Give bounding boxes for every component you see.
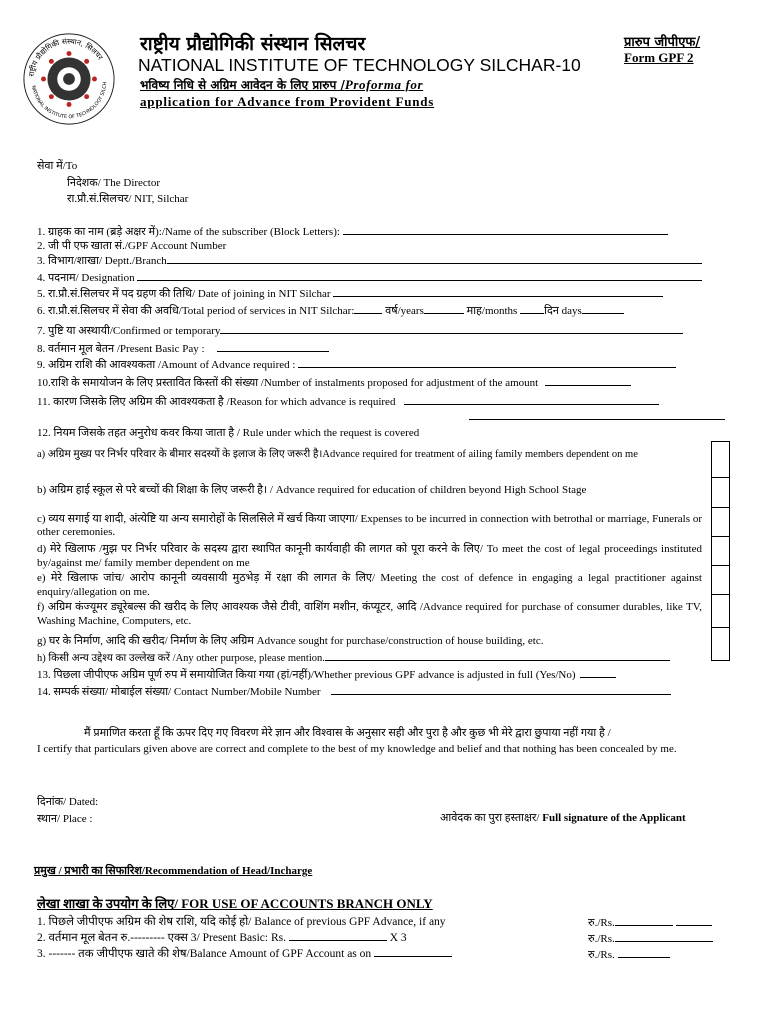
certification-english: I certify that particulars given above are correct and complete to the best of my knowledge and belief and that nothing has been concealed by me. [37,743,677,755]
checkbox-e[interactable] [712,566,729,595]
reason-checkbox-column[interactable] [711,441,730,661]
recommendation-heading: प्रमुख / प्रभारी का सिफारिश/Recommendation of Head/Incharge [34,865,313,877]
subtitle-line-1: भविष्य निधि से अग्रिम आवेदन के लिए प्रारुप /Proforma for [140,77,424,92]
title-hindi: राष्ट्रीय प्रौद्योगिकी संस्थान सिलचर [140,33,366,55]
field-designation: 4. पदनाम/ Designation [37,270,702,285]
checkbox-d[interactable] [712,537,729,566]
reason-a: a) अग्रिम मुख्य पर निर्भर परिवार के बीमार सदस्यों के इलाज के लिए जरूरी है।Advance required for treatment of ailing family members dependent on me [37,449,638,460]
reason-h: h) किसी अन्य उद्देश्य का उल्लेख करें /Any other purpose, please mention. [37,651,670,665]
institute-logo [20,30,118,128]
reason-e: e) मेरे खिलाफ जांच/ आरोप कानूनी व्यवसायी मुठभेड़ में रक्षा की लागत के लिए/ Meeting the cost of defence in engaging a legal practitioner against enquiry/allegation on me. [37,572,702,598]
svg-text:राष्ट्रीय प्रौद्योगिकी संस्थान: राष्ट्रीय प्रौद्योगिकी संस्थान, सिलचर [26,36,105,78]
field-department: 3. विभाग/शाखा/ Deptt./Branch [37,253,702,268]
field-basic-pay: 8. वर्तमान मूल बेतन /Present Basic Pay : [37,341,329,356]
address-institute: रा.प्रौ.सं.सिलचर/ NIT, Silchar [67,193,189,205]
svg-text:NATIONAL INSTITUTE OF TECHNOLO: NATIONAL INSTITUTE OF TECHNOLOGY SILCH [30,81,109,121]
date-label: दिनांक/ Dated: [37,796,99,808]
place-label: स्थान/ Place : [37,813,93,825]
accounts-rs-1: रु./Rs. [588,915,712,930]
accounts-rs-2: रु./Rs. [588,931,713,946]
field-subscriber-name: 1. ग्राहक का नाम (ब्रड़े अक्षर में):/Name of the subscriber (Block Letters): [37,224,668,239]
field-rule: 12. नियम जिसके तहत अनुरोध कवर किया जाता है / Rule under which the request is covered [37,427,420,439]
accounts-heading: लेखा शाखा के उपयोग के लिए/ FOR USE OF ACCOUNTS BRANCH ONLY [37,896,433,911]
accounts-row-1: 1. पिछले जीपीएफ अग्रिम की शेष राशि, यदि कोई हो/ Balance of previous GPF Advance, if any [37,916,446,928]
accounts-row-3: 3. ------- तक जीपीएफ खाते की शेष/Balance Amount of GPF Account as on [37,946,452,961]
checkbox-f[interactable] [712,595,729,628]
field-gpf-account: 2. जी पी एफ खाता सं./GPF Account Number [37,240,227,252]
applicant-signature-label: आवेदक का पुरा हस्ताक्षर/ Full signature of the Applicant [440,812,686,824]
form-code-english: Form GPF 2 [624,50,694,65]
field-confirmed-temporary: 7. पुष्टि या अस्थायी/Confirmed or temporary [37,323,683,338]
reason-b: b) अग्रिम हाई स्कूल से परे बच्चों की शिक्षा के लिए जरूरी है। / Advance required for education of children beyond High School Stage [37,484,587,496]
field-advance-amount: 9. अग्रिम राशि की आवश्यकता /Amount of Advance required : [37,357,676,372]
checkbox-g[interactable] [712,628,729,660]
checkbox-a[interactable] [712,442,729,478]
reason-g: g) घर के निर्माण, आदि की खरीद/ निर्माण के लिए अग्रिम Advance sought for purchase/construction of house building, etc. [37,635,544,647]
field-previous-advance: 13. पिछला जीपीएफ अग्रिम पूर्ण रुप में समायोजित किया गया (हां/नहीं)/Whether previous GPF advance is adjusted in full (Yes/No) [37,667,616,682]
field-contact-number: 14. सम्पर्क संख्या/ मोबाईल संख्या/ Contact Number/Mobile Number [37,684,671,699]
address-director: निदेशक/ The Director [67,177,161,189]
field-instalments: 10.राशि के समायोजन के लिए प्रस्तावित किस्तों की संख्या /Number of instalments proposed for adjustment of the amount [37,375,631,390]
reason-f: f) अग्रिम कंज्यूमर ड्यूरेबल्स की खरीद के लिए आवश्यक जैसे टीवी, वाशिंग मशीन, कंप्यूटर, आदि /Advance required for purchase of consumer durables, like TV, Washing Machine, Computers, etc. [37,601,702,627]
accounts-row-2: 2. वर्तमान मूल बेतन रु.--------- एक्स 3/ Present Basic: Rs. X 3 [37,932,407,944]
field-reason: 11. कारण जिसके लिए अग्रिम की आवश्यकता है /Reason for which advance is required [37,394,659,409]
reason-d: d) मेरे खिलाफ /मुझ पर निर्भर परिवार के सदस्य द्वारा स्थापित कानूनी कार्यवाही की लागत को पूरा करने के लिए/ To meet the cost of legal proceedings instituted by/against me/ family member dependent on me [37,543,702,569]
checkbox-b[interactable] [712,478,729,508]
subtitle-line-2: application for Advance from Provident Funds [140,94,435,109]
field-date-of-joining: 5. रा.प्रौ.सं.सिलचर में पद ग्रहण की तिथि/ Date of joining in NIT Silchar [37,286,663,301]
checkbox-c[interactable] [712,508,729,537]
reason-extra-line [469,419,725,420]
field-service-period: 6. रा.प्रौ.सं.सिलचर में सेवा की अवधि/Total period of services in NIT Silchar: वर्ष/years माह/months दिन days [37,303,624,318]
address-to: सेवा में/To [37,160,78,172]
form-code-hindi: प्रारुप जीपीएफ/ [624,35,701,50]
title-english: NATIONAL INSTITUTE OF TECHNOLOGY SILCHAR-10 [138,55,581,75]
reason-c: c) व्यय सगाई या शादी, अंत्येष्टि या अन्य समारोहों के सिलसिले में खर्च किया जाएगा/ Expenses to be incurred in connection with betrothal or marriage, Funerals or other ceremonies. [37,513,702,538]
certification-hindi: मैं प्रमाणित करता हूँ कि ऊपर दिए गए विवरण मेरे ज्ञान और विश्वास के अनुसार सही और पुरा है और कुछ भी मेरे द्वारा छुपाया नहीं गया है / [84,727,611,739]
accounts-rs-3: रु./Rs. [588,947,670,962]
